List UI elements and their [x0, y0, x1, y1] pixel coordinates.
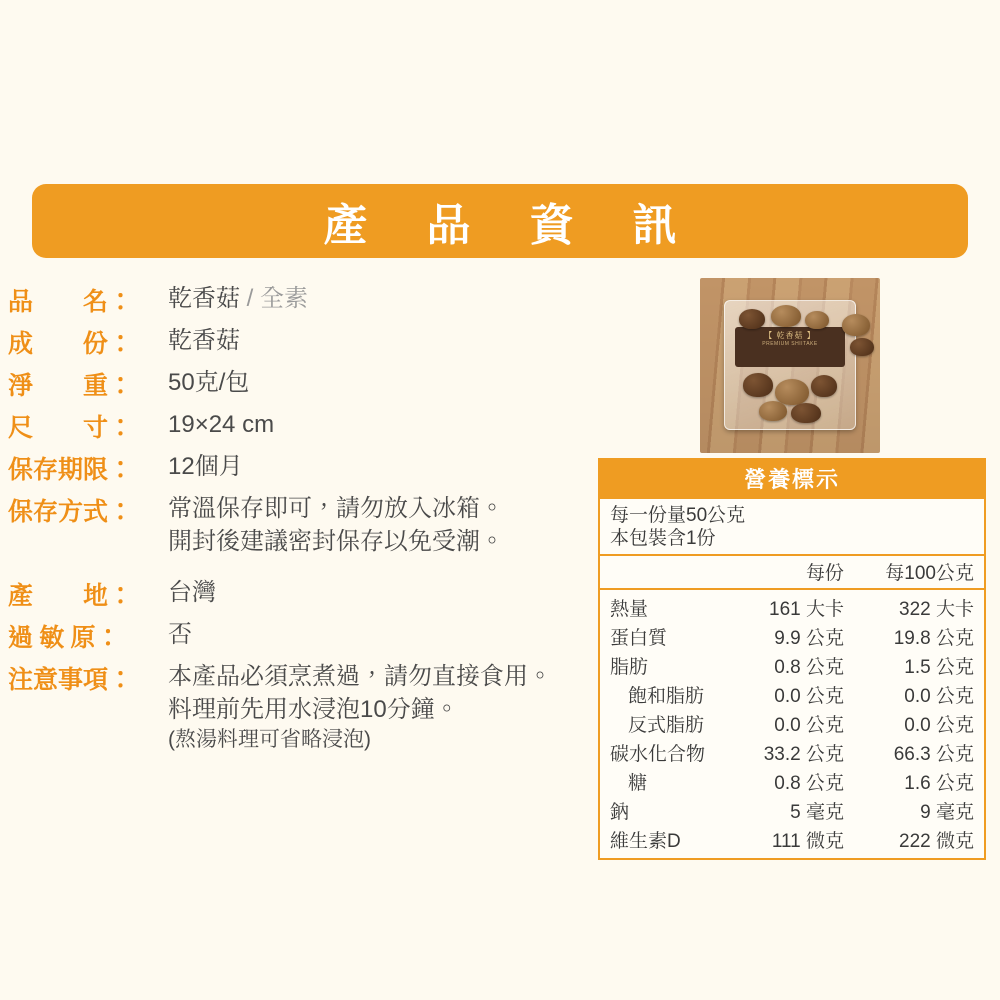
package-label: [735, 327, 845, 367]
info-label-shelf-life: 保存期限：: [8, 457, 134, 484]
mushroom-icon: [739, 309, 765, 329]
servings-per-pack: 本包裝含1份: [610, 528, 716, 550]
nutrition-col-per-100g: 每100公克: [885, 563, 974, 585]
nutrition-table: [600, 556, 984, 858]
info-value-notice-line1: 本產品必須烹煮過，請勿直接食用。: [168, 663, 552, 691]
page-title-banner: [32, 184, 968, 258]
nutrient-per-serving: 111 微克: [771, 831, 844, 853]
table-row: [600, 738, 984, 767]
nutrient-per-serving: 33.2 公克: [763, 744, 844, 766]
info-label-net-weight: 淨 重：: [8, 373, 134, 400]
product-photo: [700, 278, 880, 453]
info-row-storage: [8, 492, 608, 558]
mushroom-icon: [842, 314, 870, 336]
package-label-sub: PREMIUM SHIITAKE: [762, 341, 818, 348]
info-label-origin: 產 地：: [8, 583, 134, 611]
info-value-dimensions: 19×24 cm: [168, 411, 275, 438]
table-row: [600, 796, 984, 825]
info-value-storage-line2: 開封後建議密封保存以免受潮。: [168, 528, 504, 556]
nutrition-col-blank: [600, 556, 729, 589]
table-row: [600, 622, 984, 651]
nutrient-per-serving: 0.0 公克: [774, 715, 844, 737]
nutrient-per-serving: 0.8 公克: [774, 773, 844, 795]
info-label-name: 品 名：: [8, 289, 134, 316]
info-row-allergen: [8, 618, 608, 654]
info-label-dimensions: 尺 寸：: [8, 415, 134, 442]
nutrient-per-serving: 0.8 公克: [774, 657, 844, 679]
mushroom-icon: [850, 338, 874, 356]
info-row-origin: [8, 576, 608, 612]
info-value-notice: [168, 660, 552, 755]
table-row: [600, 651, 984, 680]
nutrient-per-100g: 66.3 公克: [893, 744, 974, 766]
nutrient-per-100g: 9 毫克: [920, 802, 974, 824]
nutrient-per-100g: 0.0 公克: [904, 686, 974, 708]
mushroom-icon: [775, 379, 809, 405]
nutrient-per-serving: 9.9 公克: [774, 628, 844, 650]
table-row: [600, 589, 984, 622]
info-value-notice-line3: (熬湯料理可省略浸泡): [168, 728, 371, 752]
nutrient-name: 熱量: [610, 599, 649, 621]
info-label-allergen: 過 敏 原：: [8, 625, 121, 653]
info-label-ingredients: 成 份：: [8, 331, 134, 358]
nutrient-name: 蛋白質: [610, 628, 668, 650]
info-row-notice: [8, 660, 608, 755]
info-value-notice-line2: 料理前先用水浸泡10分鐘。: [168, 696, 459, 724]
info-row-net-weight: [8, 366, 608, 402]
nutrition-table-head: [600, 556, 984, 589]
info-value-storage-line1: 常溫保存即可，請勿放入冰箱。: [168, 495, 504, 522]
mushroom-icon: [743, 373, 773, 397]
nutrition-serving-info: [600, 499, 984, 556]
nutrient-per-100g: 1.5 公克: [904, 657, 974, 679]
product-info-list: [8, 282, 608, 761]
nutrient-name: 飽和脂肪: [628, 686, 705, 708]
nutrient-per-100g: 0.0 公克: [904, 715, 974, 737]
nutrient-per-serving: 5 毫克: [790, 802, 844, 824]
nutrient-name: 鈉: [610, 802, 630, 824]
nutrient-name: 糖: [628, 773, 648, 795]
info-row-shelf-life: [8, 450, 608, 486]
info-value-origin: 台灣: [168, 579, 216, 607]
info-value-net-weight: 50克/包: [168, 369, 250, 396]
table-row: [600, 767, 984, 796]
page-title: 產 品 資 訊: [323, 201, 701, 250]
nutrient-per-100g: 1.6 公克: [904, 773, 974, 795]
nutrient-per-100g: 222 微克: [899, 831, 974, 853]
mushroom-icon: [811, 375, 837, 397]
nutrition-table-body: [600, 589, 984, 858]
nutrient-name: 反式脂肪: [628, 715, 705, 737]
info-row-ingredients: [8, 324, 608, 360]
table-row: [600, 825, 984, 858]
nutrient-per-serving: 0.0 公克: [774, 686, 844, 708]
nutrient-name: 碳水化合物: [610, 744, 706, 766]
info-value-name: [168, 282, 308, 315]
info-value-ingredients: 乾香菇: [168, 327, 240, 354]
mushroom-icon: [805, 311, 829, 329]
info-value-name-text: 乾香菇: [168, 285, 240, 312]
info-value-shelf-life: 12個月: [168, 453, 243, 480]
mushroom-icon: [791, 403, 821, 423]
info-value-allergen: 否: [168, 621, 192, 649]
nutrient-name: 維生素D: [610, 831, 681, 853]
mushroom-icon: [759, 401, 787, 421]
nutrient-per-serving: 161 大卡: [769, 599, 844, 621]
nutrition-header-row: [600, 556, 984, 589]
info-row-dimensions: [8, 408, 608, 444]
info-value-storage: [168, 492, 504, 558]
info-label-notice: 注意事項：: [8, 667, 134, 695]
table-row: [600, 680, 984, 709]
info-value-name-sub: / 全素: [246, 285, 309, 312]
info-label-storage: 保存方式：: [8, 499, 134, 526]
nutrition-title: 營養標示: [600, 460, 984, 499]
nutrient-per-100g: 322 大卡: [899, 599, 974, 621]
nutrition-col-per-serving: 每份: [805, 563, 844, 585]
nutrient-name: 脂肪: [610, 657, 649, 679]
nutrient-per-100g: 19.8 公克: [893, 628, 974, 650]
mushroom-icon: [771, 305, 801, 327]
info-row-name: [8, 282, 608, 318]
nutrition-facts-panel: [598, 458, 986, 860]
serving-size: 每一份量50公克: [610, 505, 746, 526]
table-row: [600, 709, 984, 738]
product-package-bag: [724, 300, 856, 430]
package-label-main: 【 乾香菇 】: [764, 331, 816, 340]
